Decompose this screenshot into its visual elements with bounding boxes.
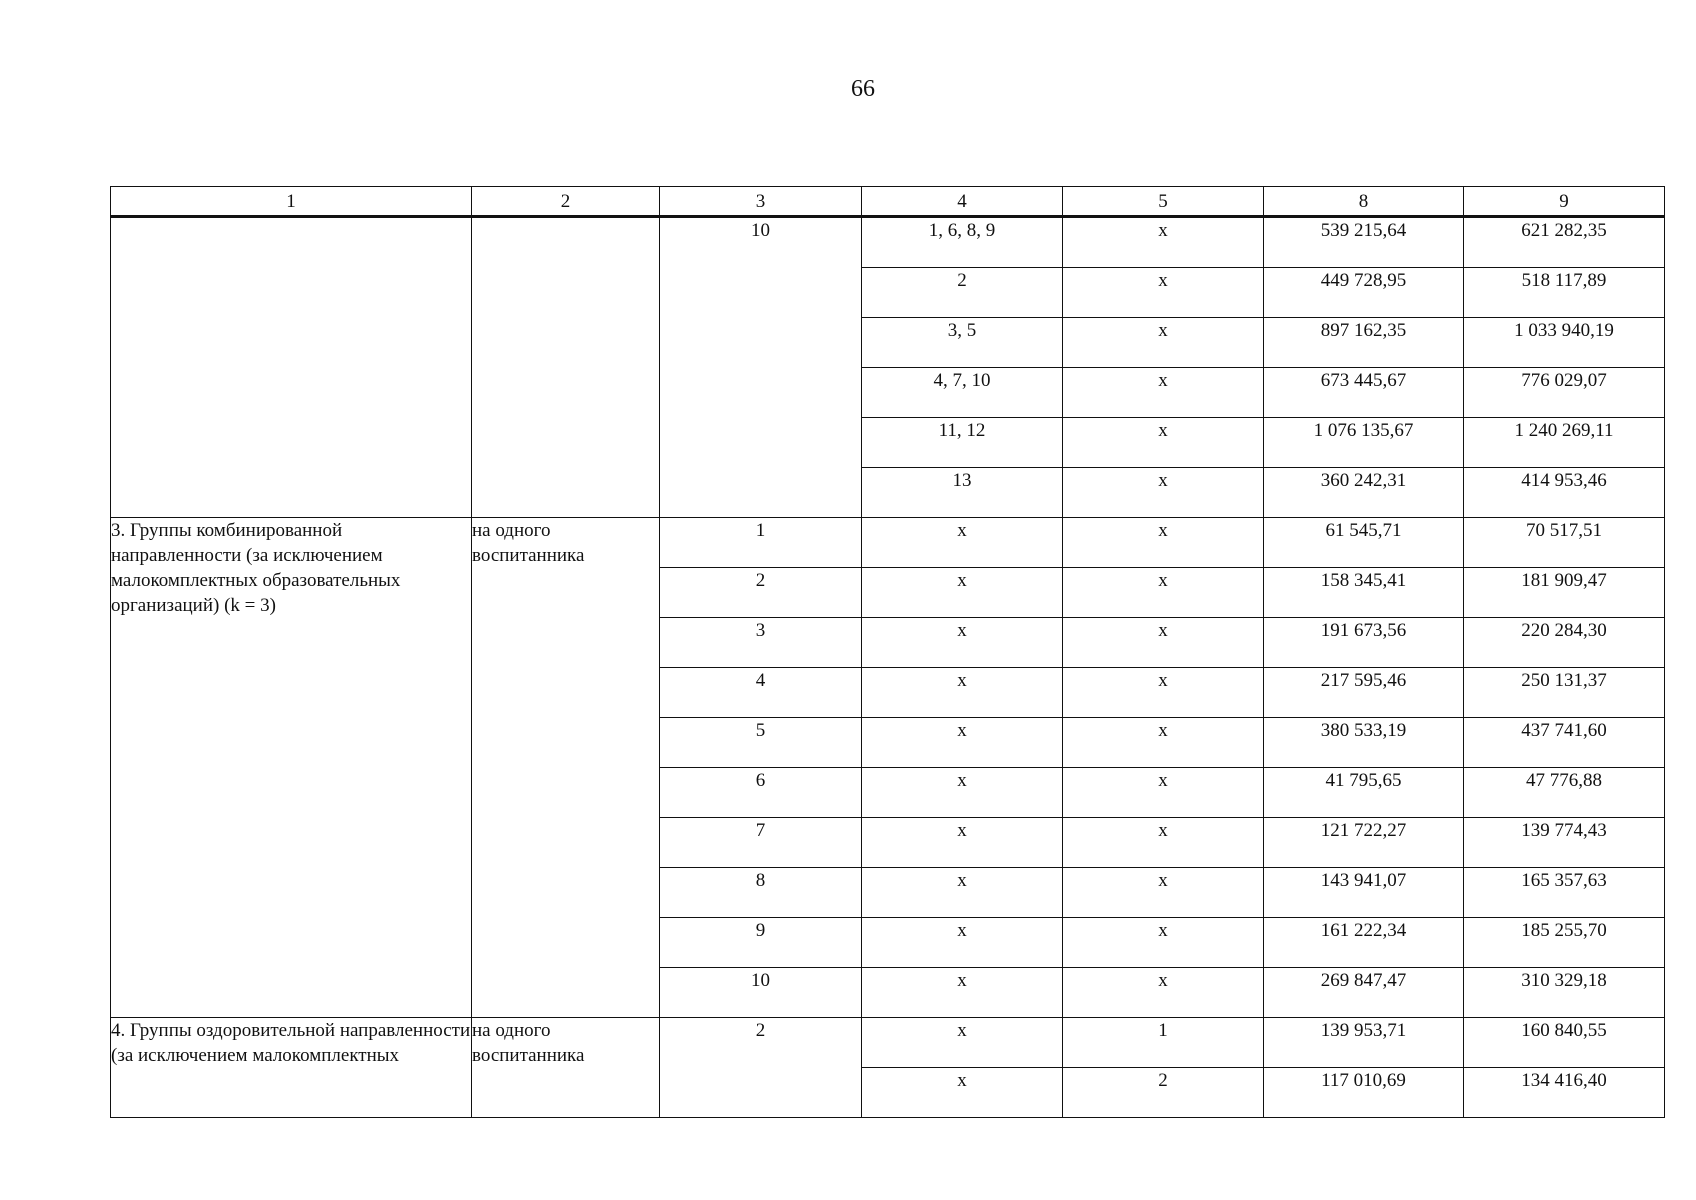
cell-col-8: 191 673,56 — [1264, 618, 1464, 668]
cell-col-4: х — [862, 718, 1063, 768]
cell-col-4: х — [862, 768, 1063, 818]
cell-col-5: х — [1063, 568, 1264, 618]
cell-col-5: х — [1063, 468, 1264, 518]
cell-col-8: 139 953,71 — [1264, 1018, 1464, 1068]
cell-col-8: 217 595,46 — [1264, 668, 1464, 718]
cell-col-5: х — [1063, 318, 1264, 368]
cell-col-3: 3 — [660, 618, 862, 668]
cell-col-9: 1 240 269,11 — [1464, 418, 1665, 468]
cell-col-9: 165 357,63 — [1464, 868, 1665, 918]
cell-col-9: 70 517,51 — [1464, 518, 1665, 568]
cell-col-4: 13 — [862, 468, 1063, 518]
cell-col-9: 414 953,46 — [1464, 468, 1665, 518]
group-name — [111, 217, 472, 518]
cell-col-4: х — [862, 618, 1063, 668]
table-row — [111, 217, 1665, 268]
cell-col-8: 158 345,41 — [1264, 568, 1464, 618]
cell-col-8: 161 222,34 — [1264, 918, 1464, 968]
cell-col-4: 4, 7, 10 — [862, 368, 1063, 418]
cell-col-5: х — [1063, 368, 1264, 418]
cell-col-9: 160 840,55 — [1464, 1018, 1665, 1068]
cell-col-4: 1, 6, 8, 9 — [862, 217, 1063, 268]
cell-col-8: 41 795,65 — [1264, 768, 1464, 818]
cell-col-5: 2 — [1063, 1068, 1264, 1118]
cell-col-4: х — [862, 868, 1063, 918]
cell-col-9: 220 284,30 — [1464, 618, 1665, 668]
cell-col-4: х — [862, 1068, 1063, 1118]
cell-col-3: 4 — [660, 668, 862, 718]
cell-col-5: х — [1063, 668, 1264, 718]
cell-col-8: 673 445,67 — [1264, 368, 1464, 418]
cell-col-9: 47 776,88 — [1464, 768, 1665, 818]
cell-col-3: 9 — [660, 918, 862, 968]
header-col-8: 8 — [1264, 187, 1464, 217]
cell-col-5: х — [1063, 818, 1264, 868]
cell-col-9: 181 909,47 — [1464, 568, 1665, 618]
cell-col-5: х — [1063, 968, 1264, 1018]
cell-col-4: х — [862, 968, 1063, 1018]
cell-col-4: х — [862, 918, 1063, 968]
cell-col-3: 6 — [660, 768, 862, 818]
cell-col-4: 3, 5 — [862, 318, 1063, 368]
cell-col-5: х — [1063, 268, 1264, 318]
cell-col-8: 61 545,71 — [1264, 518, 1464, 568]
group-name: 4. Группы оздоровительной направленности (за исключением малокомплектных — [111, 1018, 472, 1118]
header-col-2: 2 — [472, 187, 660, 217]
cell-col-9: 437 741,60 — [1464, 718, 1665, 768]
cell-col-8: 360 242,31 — [1264, 468, 1464, 518]
header-row — [111, 187, 1665, 217]
group-unit: на одного воспитанника — [472, 1018, 660, 1118]
cell-col-5: х — [1063, 418, 1264, 468]
page-number: 66 — [851, 76, 875, 102]
tariff-table — [110, 186, 1665, 1118]
cell-col-8: 117 010,69 — [1264, 1068, 1464, 1118]
cell-col-3: 1 — [660, 518, 862, 568]
cell-col-9: 250 131,37 — [1464, 668, 1665, 718]
group-unit — [472, 217, 660, 518]
table-row — [111, 518, 1665, 568]
cell-col-9: 134 416,40 — [1464, 1068, 1665, 1118]
cell-col-4: 2 — [862, 268, 1063, 318]
table-body — [111, 187, 1665, 1118]
cell-col-3: 2 — [660, 568, 862, 618]
cell-col-8: 143 941,07 — [1264, 868, 1464, 918]
cell-col-5: 1 — [1063, 1018, 1264, 1068]
cell-col-3: 7 — [660, 818, 862, 868]
cell-col-5: х — [1063, 217, 1264, 268]
cell-col-4: х — [862, 518, 1063, 568]
cell-col-8: 449 728,95 — [1264, 268, 1464, 318]
cell-col-5: х — [1063, 518, 1264, 568]
cell-col-4: х — [862, 668, 1063, 718]
cell-col-3: 10 — [660, 217, 862, 518]
cell-col-5: х — [1063, 768, 1264, 818]
header-col-1: 1 — [111, 187, 472, 217]
cell-col-8: 121 722,27 — [1264, 818, 1464, 868]
group-name: 3. Группы комбинированной направленности (за исключением малокомплектных образовательных организаций) (k = 3) — [111, 518, 472, 1018]
cell-col-5: х — [1063, 918, 1264, 968]
cell-col-3: 10 — [660, 968, 862, 1018]
cell-col-8: 897 162,35 — [1264, 318, 1464, 368]
cell-col-5: х — [1063, 618, 1264, 668]
cell-col-9: 776 029,07 — [1464, 368, 1665, 418]
cell-col-8: 380 533,19 — [1264, 718, 1464, 768]
cell-col-9: 1 033 940,19 — [1464, 318, 1665, 368]
cell-col-8: 539 215,64 — [1264, 217, 1464, 268]
cell-col-5: х — [1063, 718, 1264, 768]
cell-col-4: х — [862, 818, 1063, 868]
cell-col-4: 11, 12 — [862, 418, 1063, 468]
cell-col-9: 185 255,70 — [1464, 918, 1665, 968]
cell-col-3: 5 — [660, 718, 862, 768]
group-unit: на одного воспитанника — [472, 518, 660, 1018]
cell-col-4: х — [862, 568, 1063, 618]
cell-col-9: 310 329,18 — [1464, 968, 1665, 1018]
cell-col-3: 8 — [660, 868, 862, 918]
cell-col-4: х — [862, 1018, 1063, 1068]
cell-col-9: 621 282,35 — [1464, 217, 1665, 268]
cell-col-8: 269 847,47 — [1264, 968, 1464, 1018]
table-row — [111, 1018, 1665, 1068]
header-col-4: 4 — [862, 187, 1063, 217]
cell-col-9: 518 117,89 — [1464, 268, 1665, 318]
cell-col-5: х — [1063, 868, 1264, 918]
header-col-5: 5 — [1063, 187, 1264, 217]
cell-col-8: 1 076 135,67 — [1264, 418, 1464, 468]
cell-col-9: 139 774,43 — [1464, 818, 1665, 868]
header-col-9: 9 — [1464, 187, 1665, 217]
header-col-3: 3 — [660, 187, 862, 217]
cell-col-3: 2 — [660, 1018, 862, 1118]
